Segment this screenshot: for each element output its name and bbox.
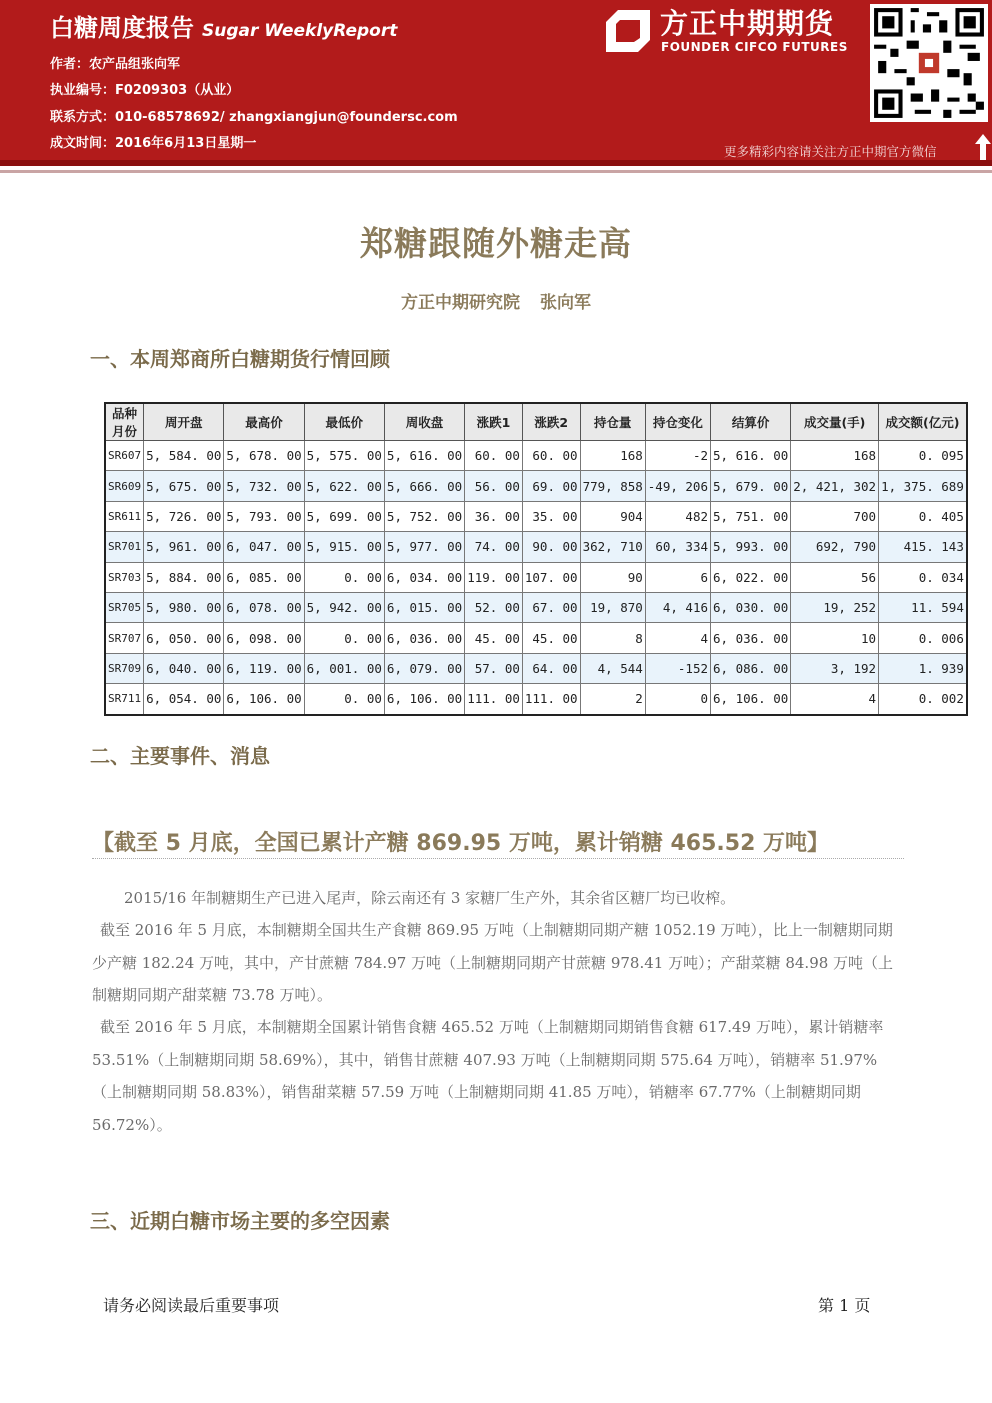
meta-date: 成文时间：2016年6月13日星期一 [50,136,257,151]
table-cell: 5, 980. 00 [144,592,224,622]
column-header: 周开盘 [144,403,224,441]
table-cell: 0. 002 [879,684,967,715]
table-cell: 168 [580,441,645,471]
table-cell: 5, 751. 00 [711,501,791,531]
table-cell: 90. 00 [522,532,580,562]
table-cell: 0. 034 [879,562,967,592]
table-cell: 6, 030. 00 [711,592,791,622]
column-header: 涨跌2 [522,403,580,441]
table-cell: 0 [645,684,710,715]
table-cell: 6, 078. 00 [224,592,304,622]
table-cell: 6, 034. 00 [384,562,464,592]
table-header-row [105,403,967,441]
table-cell: 6, 015. 00 [384,592,464,622]
header-divider [0,160,992,166]
meta-license: 执业编号：F0209303（从业） [50,83,240,98]
table-cell: 2, 421, 302 [791,471,879,501]
contract-code-cell: SR705 [105,592,144,622]
table-cell: 6, 047. 00 [224,532,304,562]
table-cell: 45. 00 [522,623,580,653]
table-cell: 692, 790 [791,532,879,562]
table-cell: 700 [791,501,879,531]
company-name-en: FOUNDER CIFCO FUTURES [661,40,848,54]
table-cell: 36. 00 [465,501,523,531]
table-cell: 64. 00 [522,653,580,683]
table-cell: -152 [645,653,710,683]
report-title-en: Sugar WeeklyReport [202,21,398,41]
column-header: 成交量(手) [791,403,879,441]
column-header: 品种月份 [105,403,144,441]
table-cell: 6, 036. 00 [711,623,791,653]
byline-author: 张向军 [540,293,591,313]
contract-code-cell: SR611 [105,501,144,531]
footer-disclaimer-note: 请务必阅读最后重要事项 [103,1296,280,1315]
section-heading-events: 二、主要事件、消息 [90,744,270,768]
table-cell: 5, 616. 00 [711,441,791,471]
table-cell: 10 [791,623,879,653]
contract-code-cell: SR607 [105,441,144,471]
column-header: 持仓变化 [645,403,710,441]
news-divider [92,858,904,859]
table-cell: 0. 00 [304,562,384,592]
table-row [105,471,967,501]
table-cell: 482 [645,501,710,531]
section-heading-factors: 三、近期白糖市场主要的多空因素 [90,1209,390,1233]
table-cell: 0. 00 [304,684,384,715]
contract-code-cell: SR711 [105,684,144,715]
table-cell: 6 [645,562,710,592]
table-cell: 5, 616. 00 [384,441,464,471]
table-cell: 4 [645,623,710,653]
table-cell: 8 [580,623,645,653]
table-cell: 362, 710 [580,532,645,562]
section-heading-market-review: 一、本周郑商所白糖期货行情回顾 [90,347,390,371]
report-title-cn: 白糖周度报告 [50,14,194,42]
table-cell: 3, 192 [791,653,879,683]
table-cell: 60, 334 [645,532,710,562]
table-cell: 6, 086. 00 [711,653,791,683]
table-cell: 4, 544 [580,653,645,683]
table-cell: 5, 675. 00 [144,471,224,501]
table-cell: 67. 00 [522,592,580,622]
arrow-up-icon [975,134,991,160]
table-cell: 5, 726. 00 [144,501,224,531]
table-cell: 6, 050. 00 [144,623,224,653]
column-header: 结算价 [711,403,791,441]
contract-code-cell: SR703 [105,562,144,592]
table-row [105,623,967,653]
table-cell: 6, 085. 00 [224,562,304,592]
table-cell: 11. 594 [879,592,967,622]
table-cell: 5, 678. 00 [224,441,304,471]
column-header: 成交额(亿元) [879,403,967,441]
table-cell: 904 [580,501,645,531]
table-row [105,501,967,531]
table-row [105,562,967,592]
table-cell: 35. 00 [522,501,580,531]
header-divider-light [0,170,992,173]
company-logo-icon [604,8,652,54]
contract-code-cell: SR707 [105,623,144,653]
contract-code-cell: SR701 [105,532,144,562]
table-cell: 19, 252 [791,592,879,622]
table-cell: 6, 098. 00 [224,623,304,653]
column-header: 最高价 [224,403,304,441]
table-cell: -49, 206 [645,471,710,501]
table-cell: 779, 858 [580,471,645,501]
table-cell: 5, 977. 00 [384,532,464,562]
table-cell: 6, 040. 00 [144,653,224,683]
table-cell: 0. 00 [304,623,384,653]
table-cell: 111. 00 [522,684,580,715]
table-cell: 5, 732. 00 [224,471,304,501]
table-cell: 5, 584. 00 [144,441,224,471]
table-cell: 6, 079. 00 [384,653,464,683]
table-cell: 5, 942. 00 [304,592,384,622]
meta-author: 作者：农产品组张向军 [50,57,181,72]
contract-code-cell: SR709 [105,653,144,683]
news-paragraph-1: 2015/16 年制糖期生产已进入尾声，除云南还有 3 家糖厂生产外，其余省区糖厂均已收榨。 [124,889,736,907]
contract-code-cell: SR609 [105,471,144,501]
meta-contact: 联系方式：010-68578692/ zhangxiangjun@foundersc.com [50,110,458,125]
page-number: 第 1 页 [818,1296,871,1315]
table-body [105,441,967,715]
table-cell: 69. 00 [522,471,580,501]
table-cell: 5, 666. 00 [384,471,464,501]
table-cell: 415. 143 [879,532,967,562]
table-row [105,653,967,683]
table-cell: 6, 036. 00 [384,623,464,653]
news-paragraph-2: 截至 2016 年 5 月底，本制糖期全国共生产食糖 869.95 万吨（上制糖期同期产糖 1052.19 万吨），比上一制糖期同期少产糖 182.24 万吨，其中，产甘蔗糖 784.97 万吨（上制糖期同期产甘蔗糖 978.41 万吨）；产甜菜糖 84.98 万吨（上制糖期同期产甜菜糖 73.78 万吨）。 [92,921,894,1004]
table-cell: 168 [791,441,879,471]
table-cell: 2 [580,684,645,715]
wechat-follow-note: 更多精彩内容请关注方正中期官方微信 [724,144,937,159]
document-byline [0,288,992,313]
report-title [50,8,397,43]
table-cell: 6, 001. 00 [304,653,384,683]
table-row [105,684,967,715]
table-cell: -2 [645,441,710,471]
column-header: 持仓量 [580,403,645,441]
table-cell: 1. 939 [879,653,967,683]
table-cell: 5, 793. 00 [224,501,304,531]
byline-institute: 方正中期研究院 [401,293,520,313]
table-cell: 56. 00 [465,471,523,501]
table-cell: 60. 00 [522,441,580,471]
table-cell: 5, 884. 00 [144,562,224,592]
document-title: 郑糖跟随外糖走高 [360,224,632,263]
table-cell: 5, 752. 00 [384,501,464,531]
table-cell: 107. 00 [522,562,580,592]
table-row [105,532,967,562]
table-row [105,441,967,471]
table-cell: 45. 00 [465,623,523,653]
table-cell: 74. 00 [465,532,523,562]
company-name-cn: 方正中期期货 [660,7,835,40]
table-cell: 19, 870 [580,592,645,622]
table-cell: 57. 00 [465,653,523,683]
table-cell: 52. 00 [465,592,523,622]
futures-quote-table [104,402,968,716]
table-cell: 111. 00 [465,684,523,715]
table-cell: 1, 375. 689 [879,471,967,501]
table-cell: 6, 119. 00 [224,653,304,683]
table-cell: 5, 699. 00 [304,501,384,531]
table-cell: 5, 961. 00 [144,532,224,562]
news-headline: 【截至 5 月底，全国已累计产糖 869.95 万吨，累计销糖 465.52 万吨】 [92,831,830,856]
table-cell: 5, 622. 00 [304,471,384,501]
table-cell: 6, 022. 00 [711,562,791,592]
table-cell: 5, 993. 00 [711,532,791,562]
column-header: 涨跌1 [465,403,523,441]
table-cell: 0. 006 [879,623,967,653]
table-cell: 60. 00 [465,441,523,471]
table-cell: 6, 106. 00 [384,684,464,715]
table-cell: 119. 00 [465,562,523,592]
table-cell: 0. 095 [879,441,967,471]
table-cell: 6, 106. 00 [711,684,791,715]
table-cell: 5, 915. 00 [304,532,384,562]
table-cell: 5, 679. 00 [711,471,791,501]
table-cell: 6, 054. 00 [144,684,224,715]
table-cell: 0. 405 [879,501,967,531]
table-cell: 4, 416 [645,592,710,622]
table-cell: 5, 575. 00 [304,441,384,471]
table-cell: 90 [580,562,645,592]
column-header: 最低价 [304,403,384,441]
column-header: 周收盘 [384,403,464,441]
news-paragraph-3: 截至 2016 年 5 月底，本制糖期全国累计销售食糖 465.52 万吨（上制糖期同期销售食糖 617.49 万吨），累计销糖率 53.51%（上制糖期同期 58.69%），其中，销售甘蔗糖 407.93 万吨（上制糖期同期 575.64 万吨），销糖率 51.97%（上制糖期同期 58.83%），销售甜菜糖 57.59 万吨（上制糖期同期 41.85 万吨），销糖率 67.77%（上制糖期同期 56.72%）。 [92,1018,884,1134]
table-cell: 6, 106. 00 [224,684,304,715]
table-cell: 56 [791,562,879,592]
qr-code-icon[interactable] [870,4,988,122]
table-cell: 4 [791,684,879,715]
table-row [105,592,967,622]
